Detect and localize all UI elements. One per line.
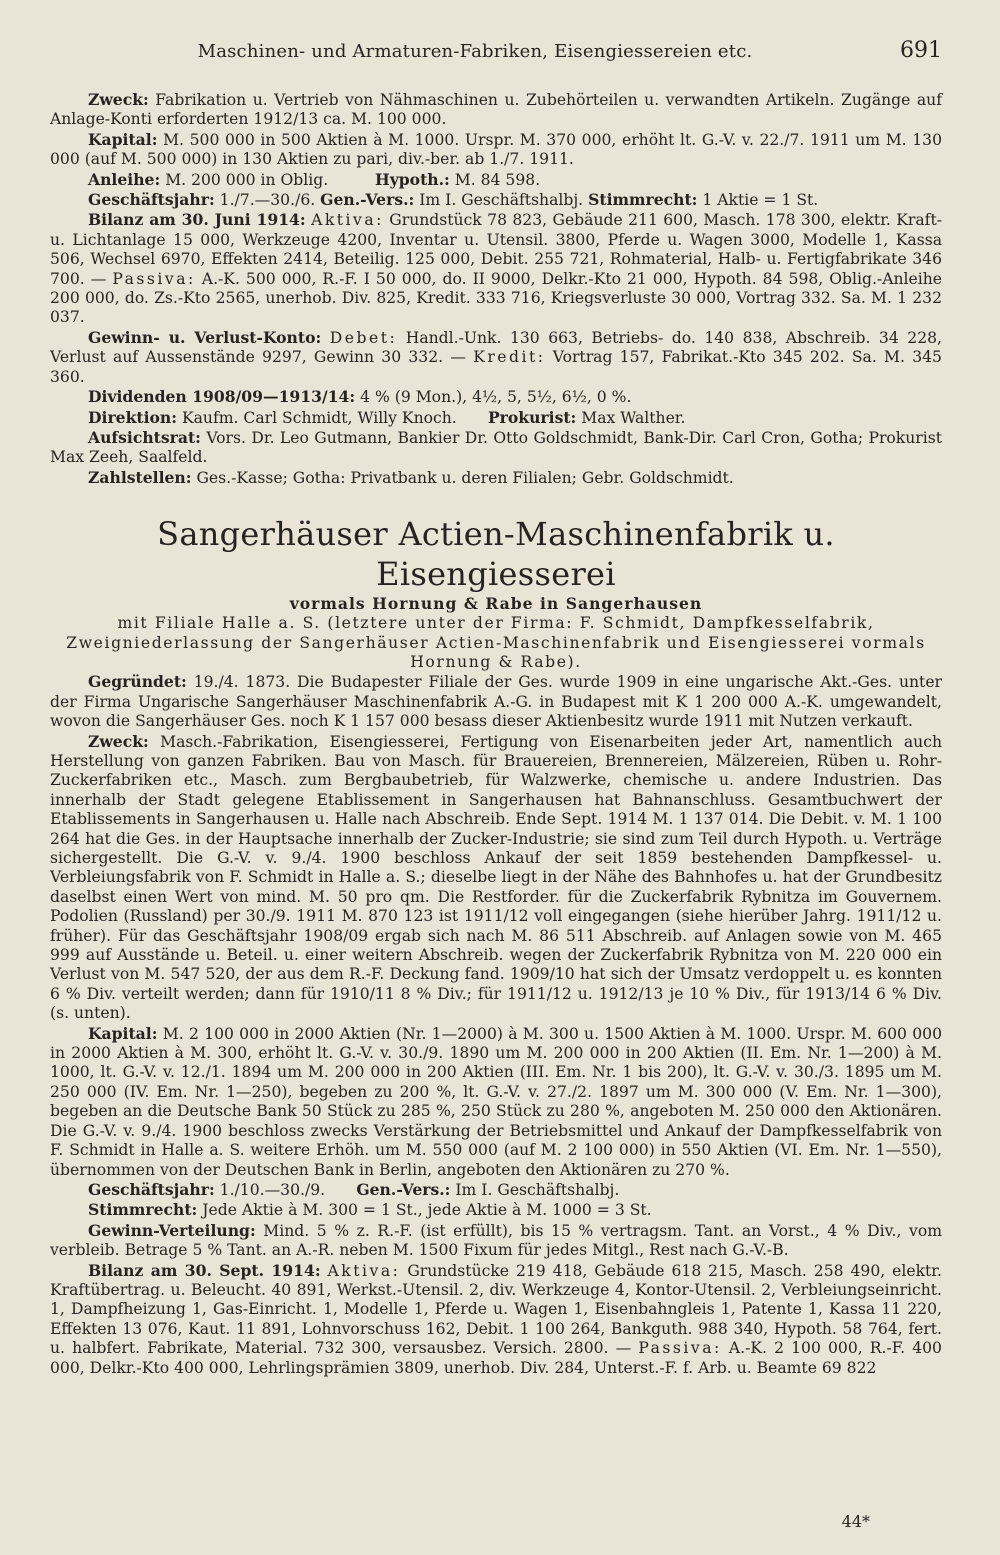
text-dir-1: Kaufm. Carl Schmidt, Willy Knoch.	[177, 408, 457, 427]
label-zweck-2: Zweck:	[88, 731, 149, 751]
text-div-1: 4 % (9 Mon.), 4½, 5, 5½, 6½, 0 %.	[355, 388, 632, 407]
label-dir-1: Direktion:	[88, 407, 178, 427]
label-gv-2: Gen.-Vers.:	[356, 1179, 451, 1199]
label-kapital-2: Kapital:	[88, 1023, 158, 1043]
text-bilanz-aktiva-2: Grundstücke 219 418, Gebäude 618 215, Masch. 258 490, elektr. Kraftübertrag. u. Beleucht. 40 891, Werkst.-Utensil. 2, div. Werkzeuge 4, Kontor-Utensil. 2, Verbleiungseinricht. 1, Dampfheizung 1, Gas-Einricht. 1, Modelle 1, Pferde u. Wagen 1, Eisenbahngleis 1, Patente 1, Kassa 11 220, Effekten 13 076, Kaut. 11 891, Lohnvorschuss 162, Debit. 1 100 264, Bankguth. 988 340, Hypoth. 58 764, fert. u. halbfert. Fabrikate, Material. 732 300, versausbez. Versich. 2800. —	[50, 1261, 943, 1358]
para-kapital-1	[50, 130, 942, 170]
text-prok-1: Max Walther.	[576, 408, 686, 427]
text-bilanz-aktiva-1: Grundstück 78 823, Gebäude 211 600, Masch. 178 300, elektr. Kraft- u. Lichtanlage 15 000, Werkzeuge 4200, Inventar u. Utensil. 3800, Pferde u. Wagen 3000, Modelle 1, Kassa 506, Wechsel 6970, Effekten 2414, Beteilig. 125 000, Debit. 255 721, Rohmaterial, Halb- u. Fertigfabrikate 346 700. —	[50, 211, 942, 288]
para-dividenden-1	[50, 387, 942, 407]
text-gv-konto-debet-1: Handl.-Unk. 130 663, Betriebs- do. 140 838, Abschreib. 34 228, Verlust auf Aussenstände 9297, Gewinn 30 332. —	[50, 328, 942, 367]
text-zahl-1: Ges.-Kasse; Gotha: Privatbank u. deren Filialen; Gebr. Goldschmidt.	[191, 468, 734, 487]
label-passiva-2: Passiva:	[638, 1339, 722, 1358]
para-geschaeftsjahr-1	[50, 190, 942, 210]
label-gewv-2: Gewinn-Verteilung:	[88, 1220, 256, 1240]
para-direktion-1	[50, 408, 942, 428]
text-bilanz-passiva-2: A.-K. 2 100 000, R.-F. 400 000, Delkr.-Kto 400 000, Lehrlingsprämien 3809, unerhob. Div. 284, Unterst.-F. f. Arb. u. Beamte 69 822	[50, 1339, 942, 1377]
label-gj-2: Geschäftsjahr:	[88, 1179, 215, 1199]
label-debet-1: Debet:	[329, 328, 398, 347]
text-hypoth-1: M. 84 598.	[449, 170, 541, 189]
para-bilanz-1	[50, 210, 942, 327]
signature-mark: 44*	[841, 1512, 870, 1531]
para-kapital-2	[50, 1024, 942, 1180]
label-bilanz-2: Bilanz am 30. Sept. 1914:	[88, 1260, 321, 1280]
text-zweck-1: Fabrikation u. Vertrieb von Nähmaschinen u. Zubehörteilen u. verwandten Artikeln.	[148, 91, 835, 109]
section-previous-company	[50, 90, 942, 488]
label-zweck-1: Zweck:	[88, 90, 149, 109]
label-zahl-1: Zahlstellen:	[88, 467, 192, 487]
company-subtitle: vormals Hornung & Rabe in Sangerhausen	[289, 594, 703, 614]
text-stimm-2: Jede Aktie à M. 300 = 1 St., jede Aktie à M. 1000 = 3 St.	[197, 1201, 652, 1220]
para-stimmrecht-2	[50, 1200, 942, 1220]
text-gj-2: 1./10.—30./9.	[214, 1180, 326, 1199]
text-gv-2: Im I. Geschäftshalbj.	[450, 1180, 620, 1199]
para-geschaeftsjahr-2	[50, 1180, 942, 1200]
label-kredit-1: Kredit:	[473, 348, 546, 367]
text-gj-1: 1./7.—30./6.	[214, 191, 316, 210]
label-gv-konto-1: Gewinn- u. Verlust-Konto:	[88, 327, 322, 347]
text-zugaenge-1: Zugänge auf Anlage-Konti erforderten 1912/13 ca. M. 100 000.	[50, 91, 942, 129]
label-aktiva-2: Aktiva:	[327, 1261, 401, 1280]
para-gegruendet-2	[50, 672, 942, 731]
para-anleihe-1	[50, 170, 942, 190]
text-kapital-2: M. 2 100 000 in 2000 Aktien (Nr. 1—2000) à M. 300 u. 1500 Aktien à M. 1000. Urspr. M. 600 000 in 2000 Aktien à M. 300, erhöht lt. G.-V. v. 30./9. 1890 um M. 200 000 in 200 Aktien (II. Em. Nr. 1—200) à M. 1000, lt. G.-V. v. 12./1. 1894 um M. 200 000 in 200 Aktien (III. Em. Nr. 1 bis 200), lt. G.-V. v. 30./3. 1895 um M. 250 000 (IV. Em. Nr. 1—250), begeben zu 200 %, lt. G.-V. v. 27./2. 1897 um M. 300 000 (V. Em. Nr. 1—300), begeben an die Deutsche Bank 50 Stück zu 285 %, 250 Stück zu 280 %, angeboten M. 250 000 den Aktionären. Die G.-V. v. 9./4. 1900 beschloss zwecks Verstärkung der Betriebsmittel und Ankauf der Dampfkesselfabrik von F. Schmidt in Halle a. S. weitere Erhöh. um M. 550 000 (auf M. 2 100 000) in 550 Aktien (VI. Em. Nr. 1—550), übernommen von der Deutschen Bank in Berlin, angeboten den Aktionären zu 270 %.	[50, 1024, 942, 1179]
text-gewv-2: Mind. 5 % z. R.-F. (ist erfüllt), bis 15 % vertragsm. Tant. an Vorst., 4 % Div., vom verbleib. Betrage 5 % Tant. an A.-R. neben M. 1500 Fixum für jedes Mitgl., Rest nach G.-V.-B.	[50, 1221, 942, 1260]
label-div-1: Dividenden 1908/09—1913/14:	[88, 387, 356, 407]
text-kapital-1: M. 500 000 in 500 Aktien à M. 1000. Urspr. M. 370 000, erhöht lt. G.-V. v. 22./7. 1911 um M. 130 000 (auf M. 500 000) in 130 Aktien zu pari, div.-ber. ab 1./7. 1911.	[50, 130, 942, 169]
text-zweck-2: Masch.-Fabrikation, Eisengiesserei, Fertigung von Eisenarbeiten jeder Art, namentlich auch Herstellung von ganzen Fabriken. Bau von Masch. für Brauereien, Brennereien, Mälzereien, Rüben u. Rohr-Zuckerfabriken etc., Masch. zum Bergbaubetrieb, für Walzwerke, chemische u. andere Industrien. Das innerhalb der Stadt gelegene Etablissement in Sangerhausen hat Bahnanschluss. Gesamtbuchwert der Etablissements in Sangerhausen u. Halle nach Abschreib. Ende Sept. 1914 M. 1 137 014. Die Debit. v. M. 1 100 264 hat die Ges. in der Hauptsache innerhalb der Zucker-Industrie; sie sind zum Teil durch Hypoth. u. Verträge sichergestellt. Die G.-V. v. 9./4. 1900 beschloss Ankauf der seit 1859 bestehenden Dampfkessel- u. Verbleiungsfabrik von F. Schmidt in Halle a. S.; dieselbe liegt in der Nähe des Bahnhofes u. hat der Grundbesitz daselbst einen Wert von mind. M. 50 pro qm. Die Restforder. für die Zuckerfabrik Rybnitza im Gouvernem. Podolien (Russland) per 30./9. 1911 M. 870 123 ist 1911/12 voll eingegangen (siehe hierüber Jahrg. 1911/12 u. früher). Für das Geschäftsjahr 1908/09 ergab sich nach M. 86 511 Abschreib. auf Anlagen sowie von M. 465 999 auf Ausstände u. Beteil. u. einer weitern Abschreib. wegen der Zuckerfabrik Rybnitza von M. 220 000 ein Verlust von M. 547 520, der aus dem R.-F. Deckung fand. 1909/10 hat sich der Umsatz verdoppelt u. es konnten 6 % Div. verteilt werden; dann für 1910/11 8 % Div.; für 1911/12 u. 1912/13 je 10 % Div., für 1913/14 6 % Div. (s. unten).	[50, 732, 942, 1023]
label-ar-1: Aufsichtsrat:	[88, 427, 201, 447]
para-aufsichtsrat-1	[50, 428, 942, 468]
label-passiva-1: Passiva:	[112, 269, 196, 288]
label-aktiva-1: Aktiva:	[311, 211, 384, 230]
running-title: Maschinen- und Armaturen-Fabriken, Eisengiessereien etc.	[197, 41, 753, 62]
text-gv-1: Im I. Geschäftshalbj.	[414, 191, 584, 210]
para-zahlstellen-1	[50, 468, 942, 488]
para-gewinn-konto-1	[50, 328, 942, 387]
label-bilanz-1: Bilanz am 30. Juni 1914:	[88, 210, 306, 230]
company-title: Sangerhäuser Actien-Maschinenfabrik u. Eisengiesserei	[157, 515, 835, 594]
text-bilanz-passiva-1: A.-K. 500 000, R.-F. I 50 000, do. II 9000, Delkr.-Kto 21 000, Hypoth. 84 598, Oblig.-Anleihe 200 000, do. Zs.-Kto 2565, unerhob. Div. 825, Kredit. 333 716, Kriegsverluste 30 000, Vortrag 332. Sa. M. 1 232 037.	[50, 269, 942, 327]
label-gegr-2: Gegründet:	[88, 672, 187, 692]
para-zweck-1	[50, 90, 942, 130]
text-gegr-2: 19./4. 1873. Die Budapester Filiale der Ges. wurde 1909 in eine ungarische Akt.-Ges. unter der Firma Ungarische Sangerhäuser Maschinenfabrik A.-G. in Budapest mit K 1 200 000 A.-K. umgewandelt, wovon die Sangerhäuser Ges. noch K 1 157 000 besass dieser Aktienbesitz wurde 1911 mit Nutzen verkauft.	[50, 673, 942, 731]
para-bilanz-2	[50, 1261, 942, 1378]
label-stimm-2: Stimmrecht:	[88, 1200, 198, 1220]
text-ar-1: Vors. Dr. Leo Gutmann, Bankier Dr. Otto Goldschmidt, Bank-Dir. Carl Cron, Gotha; Prokurist Max Zeeh, Saalfeld.	[50, 428, 942, 467]
page-header	[50, 38, 942, 90]
label-stimm-1: Stimmrecht:	[588, 190, 698, 210]
label-gv-1: Gen.-Vers.:	[320, 190, 415, 210]
label-anleihe-1: Anleihe:	[88, 169, 161, 189]
text-anleihe-1: M. 200 000 in Oblig.	[160, 170, 329, 189]
label-gj-1: Geschäftsjahr:	[88, 190, 215, 210]
para-gewinn-verteilung-2	[50, 1221, 942, 1261]
label-prok-1: Prokurist:	[487, 407, 577, 427]
text-stimm-1: 1 Aktie = 1 St.	[697, 191, 819, 210]
text-gv-konto-kredit-1: Vortrag 157, Fabrikat.-Kto 345 202. Sa. M. 345 360.	[50, 348, 942, 386]
label-kapital-1: Kapital:	[88, 129, 158, 149]
page-number: 691	[900, 38, 942, 63]
company-note: mit Filiale Halle a. S. (letztere unter der Firma: F. Schmidt, Dampfkesselfabrik, Zweigniederlassung der Sangerhäuser Actien-Maschinenfabrik und Eisengiesserei vormals Hornung & Rabe).	[66, 614, 926, 671]
section-sangerhaeuser	[50, 672, 942, 1378]
label-hypoth-1: Hypoth.:	[374, 169, 450, 189]
para-zweck-2	[50, 732, 942, 1024]
